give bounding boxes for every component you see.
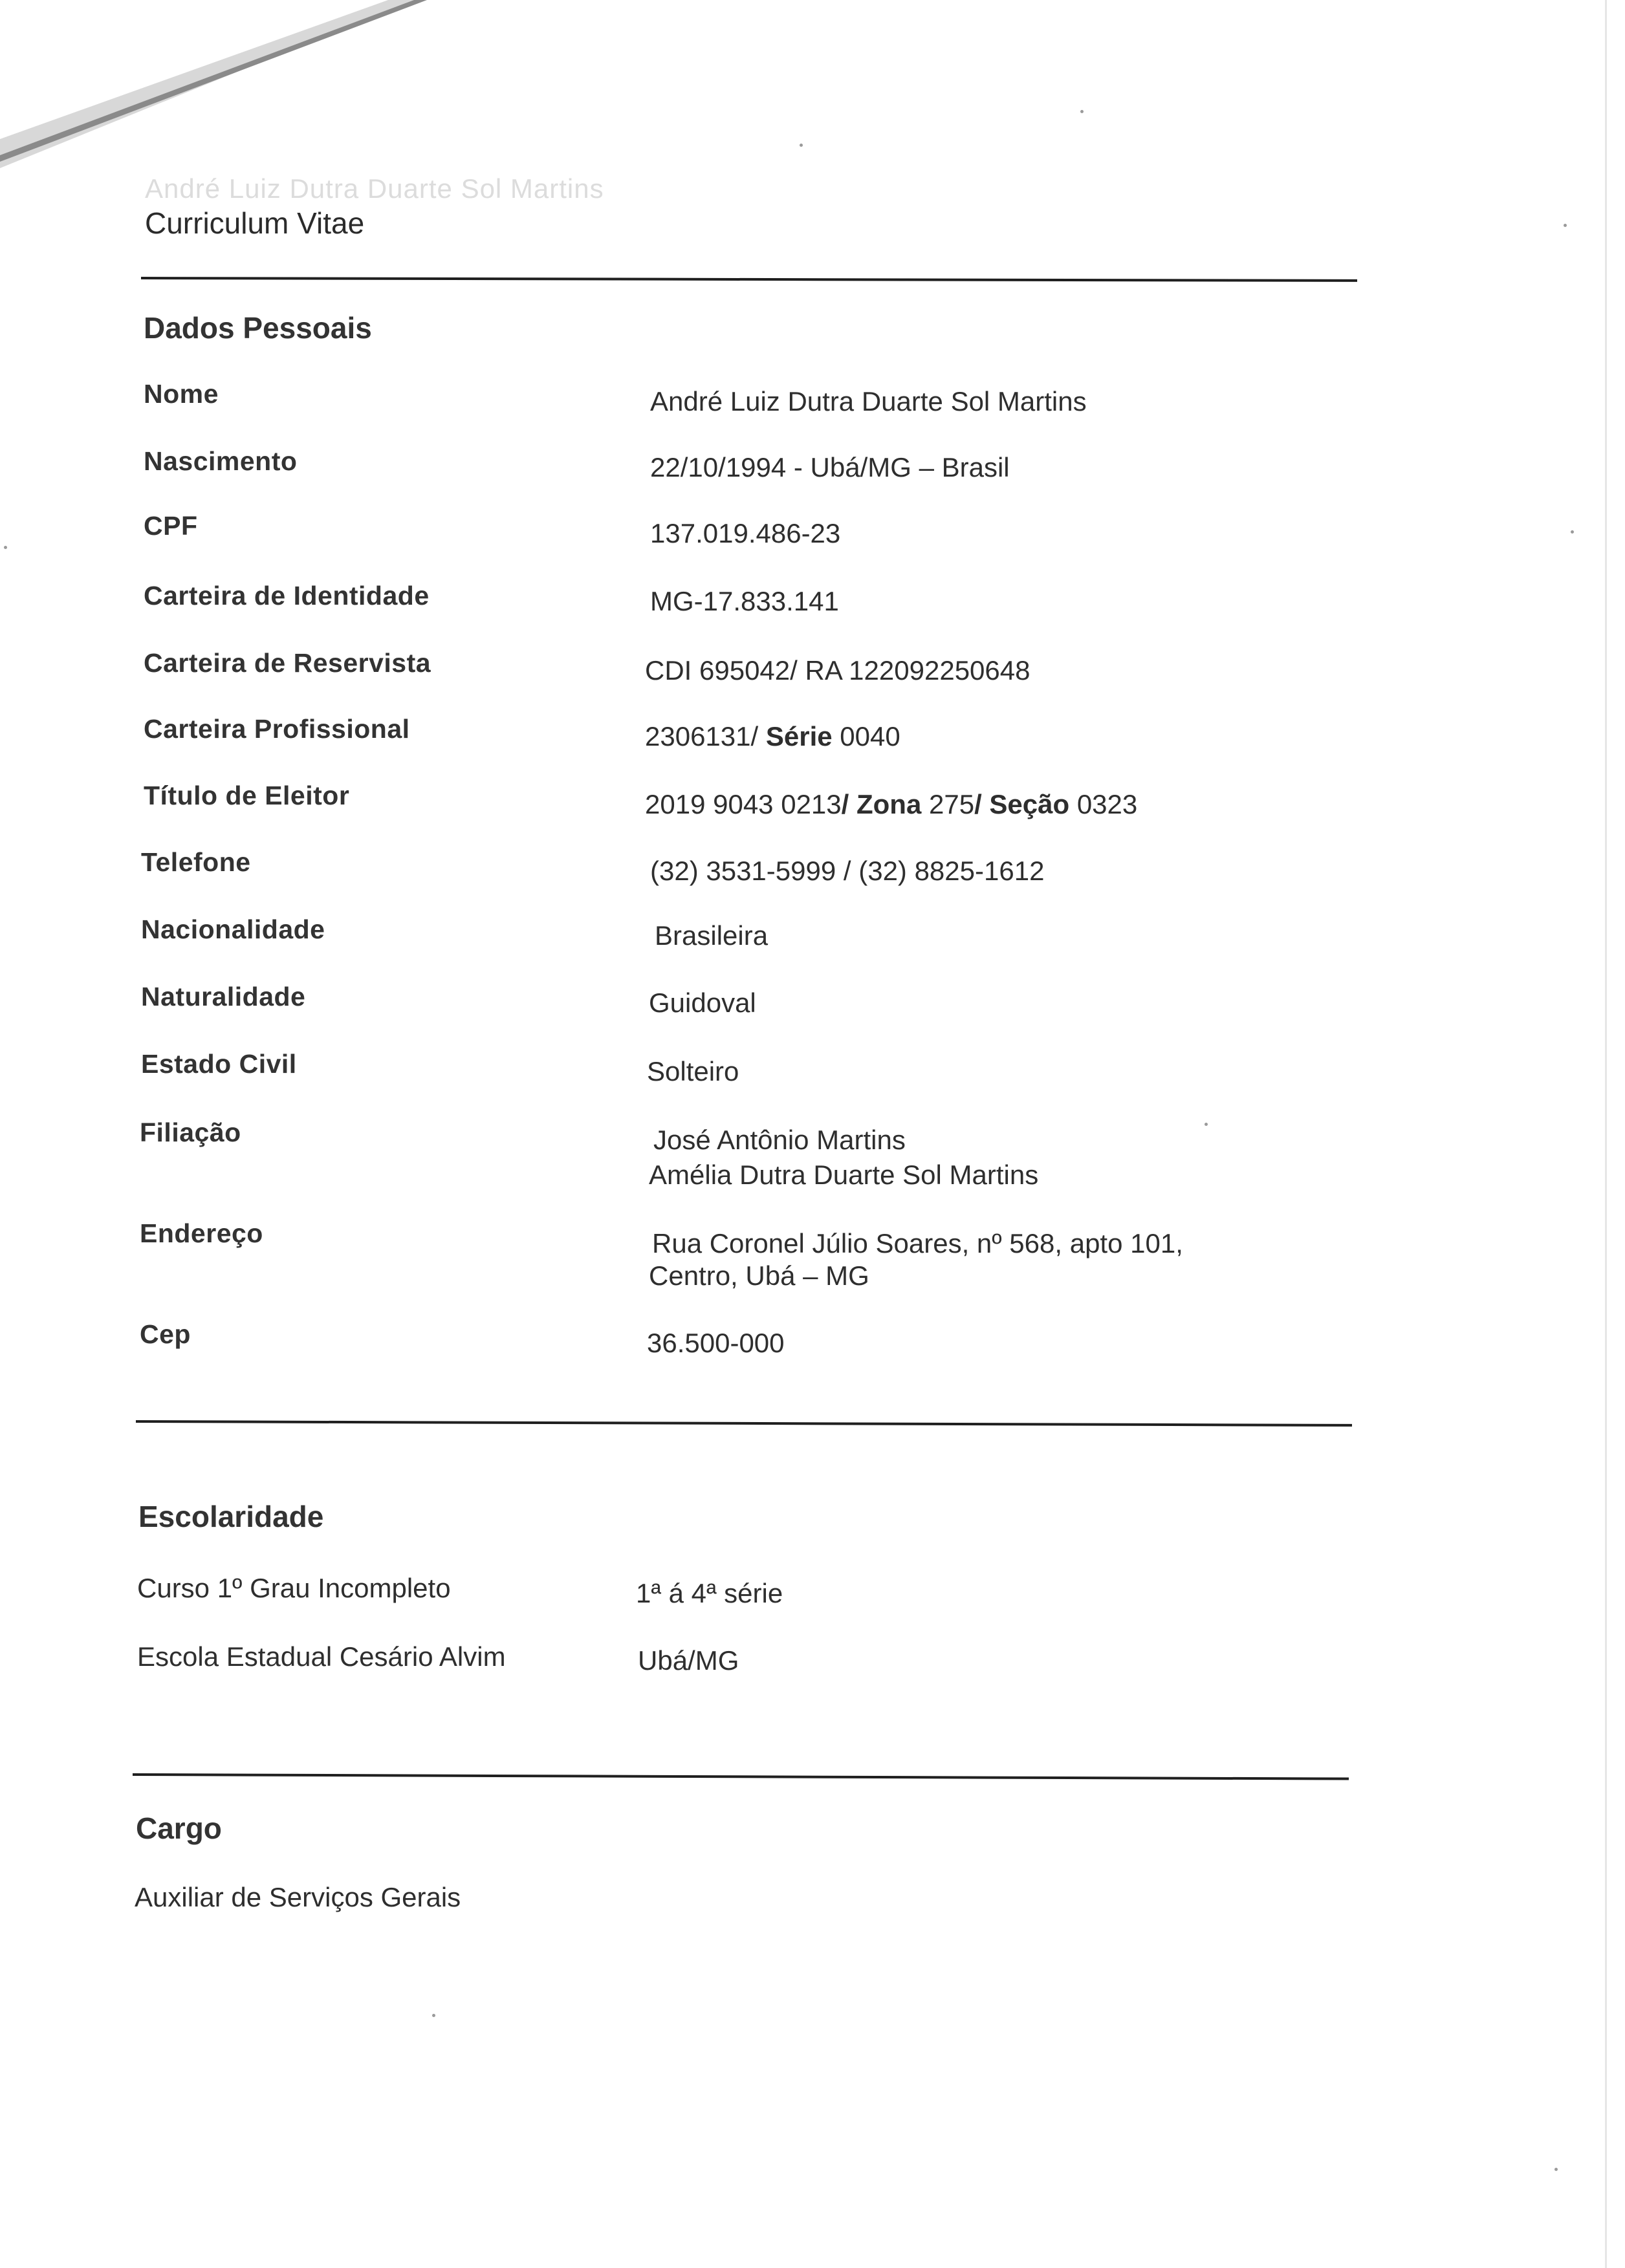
value-part-bold: Série bbox=[765, 721, 833, 751]
education-course-value: 1ª á 4ª série bbox=[636, 1578, 783, 1608]
scan-speck bbox=[4, 546, 7, 549]
scan-speck bbox=[432, 2014, 435, 2017]
value-part-bold: / Zona bbox=[841, 789, 922, 819]
label-endereco: Endereço bbox=[140, 1218, 263, 1248]
value-estado-civil: Solteiro bbox=[647, 1056, 739, 1086]
scan-speck bbox=[1571, 530, 1574, 534]
divider bbox=[133, 1773, 1349, 1780]
value-part-bold: / Seção bbox=[974, 789, 1070, 819]
scan-speck bbox=[1564, 224, 1567, 227]
value-nacionalidade: Brasileira bbox=[655, 920, 769, 951]
label-telefone: Telefone bbox=[141, 847, 251, 877]
value-part: 0323 bbox=[1069, 789, 1138, 819]
scan-speck bbox=[1554, 2168, 1558, 2171]
value-naturalidade: Guidoval bbox=[649, 988, 756, 1018]
divider bbox=[141, 277, 1357, 282]
label-nome: Nome bbox=[144, 379, 219, 409]
job-title: Auxiliar de Serviços Gerais bbox=[135, 1882, 461, 1912]
value-part: 0040 bbox=[832, 721, 900, 751]
value-endereco-2: Centro, Ubá – MG bbox=[649, 1260, 869, 1291]
value-nome: André Luiz Dutra Duarte Sol Martins bbox=[650, 386, 1087, 416]
value-nascimento: 22/10/1994 - Ubá/MG – Brasil bbox=[650, 452, 1010, 482]
scan-speck bbox=[800, 144, 803, 147]
section-heading-personal: Dados Pessoais bbox=[144, 311, 372, 345]
value-eleitor bbox=[645, 787, 1137, 822]
value-endereco-1: Rua Coronel Júlio Soares, nº 568, apto 101, bbox=[652, 1228, 1183, 1258]
value-telefone: (32) 3531-5999 / (32) 8825-1612 bbox=[650, 856, 1045, 886]
value-filiacao-2: Amélia Dutra Duarte Sol Martins bbox=[649, 1160, 1039, 1190]
folded-corner-shadow bbox=[0, 0, 453, 175]
education-course: Curso 1º Grau Incompleto bbox=[137, 1573, 451, 1603]
label-naturalidade: Naturalidade bbox=[141, 982, 306, 1011]
label-reservista: Carteira de Reservista bbox=[144, 648, 431, 678]
section-heading-education: Escolaridade bbox=[138, 1500, 324, 1533]
value-profissional bbox=[645, 719, 900, 754]
document-title: Curriculum Vitae bbox=[145, 206, 365, 240]
value-part: 2306131/ bbox=[645, 721, 766, 751]
label-nascimento: Nascimento bbox=[144, 446, 298, 476]
scan-speck bbox=[1205, 1123, 1208, 1126]
scan-speck bbox=[1080, 110, 1084, 113]
value-filiacao-1: José Antônio Martins bbox=[653, 1125, 906, 1155]
value-cpf: 137.019.486-23 bbox=[650, 518, 841, 548]
label-cep: Cep bbox=[140, 1319, 191, 1349]
label-nacionalidade: Nacionalidade bbox=[141, 914, 325, 944]
value-reservista: CDI 695042/ RA 122092250648 bbox=[645, 655, 1031, 686]
value-part: 2019 9043 0213 bbox=[645, 789, 842, 819]
value-cep: 36.500-000 bbox=[647, 1328, 785, 1358]
education-school: Escola Estadual Cesário Alvim bbox=[137, 1641, 506, 1672]
label-profissional: Carteira Profissional bbox=[144, 714, 410, 744]
label-eleitor: Título de Eleitor bbox=[144, 781, 350, 810]
label-estado-civil: Estado Civil bbox=[141, 1049, 297, 1079]
value-part: 275 bbox=[921, 789, 975, 819]
education-school-value: Ubá/MG bbox=[638, 1645, 739, 1676]
label-identidade: Carteira de Identidade bbox=[144, 581, 430, 610]
value-identidade: MG-17.833.141 bbox=[650, 586, 839, 616]
label-filiacao: Filiação bbox=[140, 1118, 241, 1147]
divider bbox=[136, 1420, 1352, 1427]
faded-name: André Luiz Dutra Duarte Sol Martins bbox=[145, 173, 604, 204]
section-heading-job: Cargo bbox=[136, 1811, 222, 1845]
label-cpf: CPF bbox=[144, 511, 198, 541]
page-edge bbox=[1605, 0, 1607, 2268]
